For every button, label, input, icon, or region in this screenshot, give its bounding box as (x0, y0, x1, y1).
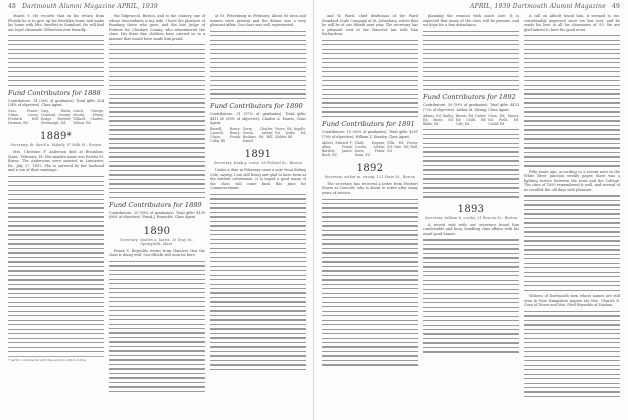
running-head: APRIL, 1939 Dartmouth Alumni Magazine (470, 3, 606, 10)
text-lines (524, 35, 620, 166)
text-lines (109, 261, 205, 392)
names-col-a: Burrell, Henry; Caswell, Henry; Chase, Frank; Colby, Eli (210, 127, 241, 144)
fund-heading: Fund Contributors for 1889 (109, 200, 202, 209)
contributor-names (322, 141, 418, 157)
column-body: Frank S. Reynolds writes from Hanover that the class is doing well. Our fiftieth will soon be here. (109, 248, 205, 258)
names-col-a: Abbott, Edward F; Allen, Frank; Bartlett, James; Buck, Ed (322, 140, 353, 157)
text-lines (524, 195, 620, 290)
fund-stats: Contributors: 19 (50% of graduates). Total gifts: $291 (79% of objective). William Z. Stanley, Class Agent. (322, 130, 418, 139)
names-col-c: Dean, Ed; Emery, Ed; Field, Ed; Gould, Ed (488, 113, 519, 126)
fund-stats: Contributors: 14 (36% of graduates). Total gifts: $24 (34% of objective). Class Agent. (8, 98, 104, 108)
column-body: and W. Ward, chief draftsman of the Ward Standard Scale Company at St. Johnsbury, writes that he will be at our fiftieth next year. The secretary has a pleasant visit at the Hanover Inn with Dan Richardson. (322, 14, 418, 36)
fund-heading: Fund Contributors for 1892 (423, 93, 516, 102)
contributor-names (8, 109, 104, 125)
column-body: Widows of Dartmouth men whose names are still seen in New Hampshire papers are Mrs. Charles E. Gove of Dover and Mrs. Fred Reynolds of Nashua. (524, 294, 620, 308)
class-year-heading: 1892 (356, 162, 384, 174)
names-col-b: Clark, Eugene; Cowles, Arthur; Davis, Frank; Dunn, Ed (354, 140, 386, 157)
text-lines (109, 44, 205, 198)
column-3 (210, 14, 306, 417)
names-col-c: Howe, Ed; Ingalls, Ed; Jenks, Ed; Kidder, Ed (275, 127, 306, 140)
text-lines (8, 176, 104, 352)
right-page-header (470, 3, 620, 13)
fund-heading: Fund Contributors for 1888 (8, 88, 101, 97)
left-page-header (8, 3, 158, 13)
column-3 (524, 14, 620, 417)
column-body: the Edgewood, Boston, and to the country, one of whose descendants is my wife. I have the pleasure of thanking those who gave, and the late Judge of Probate for Cheshire County, who remembered the class. His three fine children have carried on in a manner that would have made him proud. (109, 14, 205, 41)
column-2 (423, 14, 519, 417)
names-col-a: Cass, Frazer; Chase, Lewis; Fredrick Hill; Herman, Ed. (8, 109, 39, 126)
column-body: at St. Petersburg in February. About 80 men and women were present and the dinner was a very pleasant affair. Our class was well represented. (210, 14, 306, 27)
text-lines (423, 31, 519, 91)
column-body: March 9. He records that on his return from Florida he is to give up his Brooklyn home and make his home with Mrs. Bartlett in Stamford. He will find our loyal classmate Gilbertson ever friendly. (8, 14, 104, 32)
class-secretary: Secretary, dr. david n. blakely, 87 Milk St., Boston (10, 143, 102, 148)
class-year-heading: 1890 (143, 225, 171, 237)
text-lines (322, 40, 418, 118)
right-page (314, 0, 628, 420)
class-year-heading: 1891 (244, 149, 272, 161)
column-2 (109, 14, 205, 417)
names-col-b: Gerry, Charles; Green, Arthur; Haskins, Ed; Hill, Daniel (242, 127, 274, 144)
fund-stats: Contributors: 23 (59% of graduates). Total gifts: $139 (66% of objective). Frank J. Reynolds, Class Agent. (109, 210, 205, 220)
class-year-heading: 1893 (457, 203, 485, 215)
page-number: 48 (8, 3, 17, 10)
contributor-names (423, 114, 519, 126)
contributor-names (210, 127, 306, 143)
names-col-b: Brown, Ed; Carter, Ed; Child, Ed; Cole, Ed (455, 113, 487, 126)
names-col-b: Cary, Rufus; Cranford, George; Dodge, Herbert; Greenough, Ed. (40, 109, 72, 126)
page-number: 49 (611, 3, 620, 10)
text-lines (210, 194, 306, 370)
column-body: planning the reunion with much care. It is expected that many of the class will be present, and we hope for a fine attendance. (423, 14, 519, 27)
text-lines (524, 311, 620, 398)
column-body: A call on Abbott found him, it seemed to me, considerably improved since we last met, and he sends his best to all his classmates of '93. We are glad indeed to have his good news. (524, 14, 620, 32)
text-lines (210, 31, 306, 100)
column-1 (322, 14, 418, 417)
names-col-c: Leach, George; Moody, Henry; Willard, Charles; Wilson, Ed. (73, 109, 104, 126)
class-secretary: Secretary, william h. crosby, 31 Beacon St., Boston (424, 215, 518, 220)
class-secretary: Secretary, frank g. rouse, 60 Federal St., Boston (214, 161, 302, 166)
text-lines (423, 129, 519, 198)
fund-heading: Fund Contributors for 1890 (210, 102, 303, 111)
fund-heading: Fund Contributors for 1891 (322, 120, 415, 129)
text-lines (423, 239, 519, 352)
class-year-heading: 1889* (40, 131, 72, 143)
column-1 (8, 14, 104, 417)
class-secretary: Secretary, arthur m. strong, 131 State St., Boston (324, 174, 416, 179)
footnote: * partly coincidental with the sections which follow. (8, 356, 104, 363)
column-body: The secretary has received a letter from Herbert Storrs at Concord, who is about to retire after many years of service. (322, 181, 418, 195)
names-col-a: Adams, Ed; Bailey, Ed; Bates, Ed; Blake, Ed (423, 113, 454, 126)
column-body: Mrs. Christine F. Anderson died at Brookline, Mass., February 18. Her maiden name was Bertha M. Burns. The Andersons were married in Lancaster, Pa., July 27, 1892. She is survived by her husband and a son of their marriage. (8, 150, 104, 173)
class-secretary: Secretary, charles a. harris, 35 Gray St., Springfield, Mass. (120, 237, 194, 246)
column-body: Fifty years ago, according to a recent note in the White River Junction weekly paper, there was a lighting service between the town and the College. The class of 1893 remembered it well, and several of us recalled the old days with pleasure. (524, 169, 620, 192)
column-body: A recent visit with our secretary found him comfortable and busy, handling class affairs with his usual good humor. (423, 222, 519, 236)
names-col-c: Ellis, Ed; Foster, Ed; Gale, Ed; Hall, Ed (387, 140, 418, 153)
running-head: Dartmouth Alumni Magazine APRIL, 1939 (22, 3, 158, 10)
text-lines (8, 35, 104, 86)
fund-stats: Contributors: 30 (59% of graduates). Total gifts: $433 (72% of objective). Arthur M. Strong, Class Agent. (423, 103, 519, 112)
text-lines (322, 199, 418, 366)
column-body: Under a date in February came a note from Sidney Cole, saying, I am still living and glad to have been at the sixtieth celebration. It is hoped a good many of the class will come back this June for Commencement. (210, 168, 306, 191)
fund-stats: Contributors: 31 (57% of graduates). Total gifts: $411.50 (69% of objective). Charles A. Harris, Class Agent. (210, 112, 306, 125)
